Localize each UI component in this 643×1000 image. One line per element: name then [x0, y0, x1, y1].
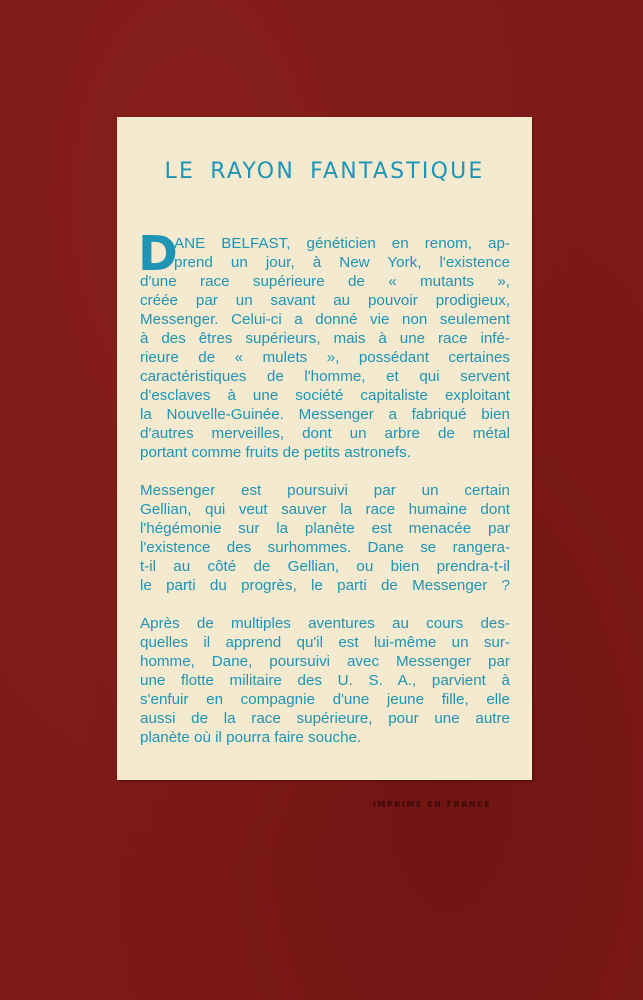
text-line: caractéristiques de l'homme, et qui servent: [140, 368, 510, 385]
text-line: l'existence des surhommes. Dane se rangera-: [140, 539, 510, 556]
text-line: ANE BELFAST, généticien en renom, ap-: [174, 235, 510, 252]
text-line: une flotte militaire des U. S. A., parvient à: [140, 672, 510, 689]
back-cover-text-panel: [117, 117, 532, 780]
text-line: à des êtres supérieurs, mais à une race infé-: [140, 330, 510, 347]
text-line: la Nouvelle-Guinée. Messenger a fabriqué bien: [140, 406, 510, 423]
text-line: aussi de la race supérieure, pour une autre: [140, 710, 510, 727]
text-line: planète où il pourra faire souche.: [140, 729, 362, 746]
printed-in-label: IMPRIMÉ EN FRANCE: [373, 800, 492, 809]
text-line: t-il au côté de Gellian, ou bien prendra-t-il: [140, 558, 510, 575]
text-line: le parti du progrès, le parti de Messenger ?: [140, 577, 510, 594]
text-line: prend un jour, à New York, l'existence: [174, 254, 510, 271]
text-line: Gellian, qui veut sauver la race humaine dont: [140, 501, 510, 518]
text-line: d'autres merveilles, dont un arbre de métal: [140, 425, 510, 442]
series-title: LE RAYON FANTASTIQUE: [164, 159, 485, 184]
drop-cap: D: [138, 226, 178, 282]
text-line: s'enfuir en compagnie d'une jeune fille, elle: [140, 691, 510, 708]
text-line: l'hégémonie sur la planète est menacée par: [140, 520, 510, 537]
text-line: rieure de « mulets », possédant certaines: [140, 349, 510, 366]
text-line: d'esclaves à une société capitaliste exploitant: [140, 387, 510, 404]
synopsis: [138, 226, 510, 766]
text-line: portant comme fruits de petits astronefs.: [140, 444, 411, 461]
text-line: Messenger est poursuivi par un certain: [140, 482, 510, 499]
paragraph-1: [138, 226, 510, 462]
text-line: Après de multiples aventures au cours des-: [140, 615, 510, 632]
paragraph-3: [140, 614, 510, 747]
text-line: homme, Dane, poursuivi avec Messenger par: [140, 653, 510, 670]
text-line: Messenger. Celui-ci a donné vie non seulement: [140, 311, 510, 328]
text-line: quelles il apprend qu'il est lui-même un sur-: [140, 634, 510, 651]
text-line: créée par un savant au pouvoir prodigieux,: [140, 292, 510, 309]
text-line: d'une race supérieure de « mutants »,: [140, 273, 510, 290]
paragraph-2: [140, 481, 510, 595]
